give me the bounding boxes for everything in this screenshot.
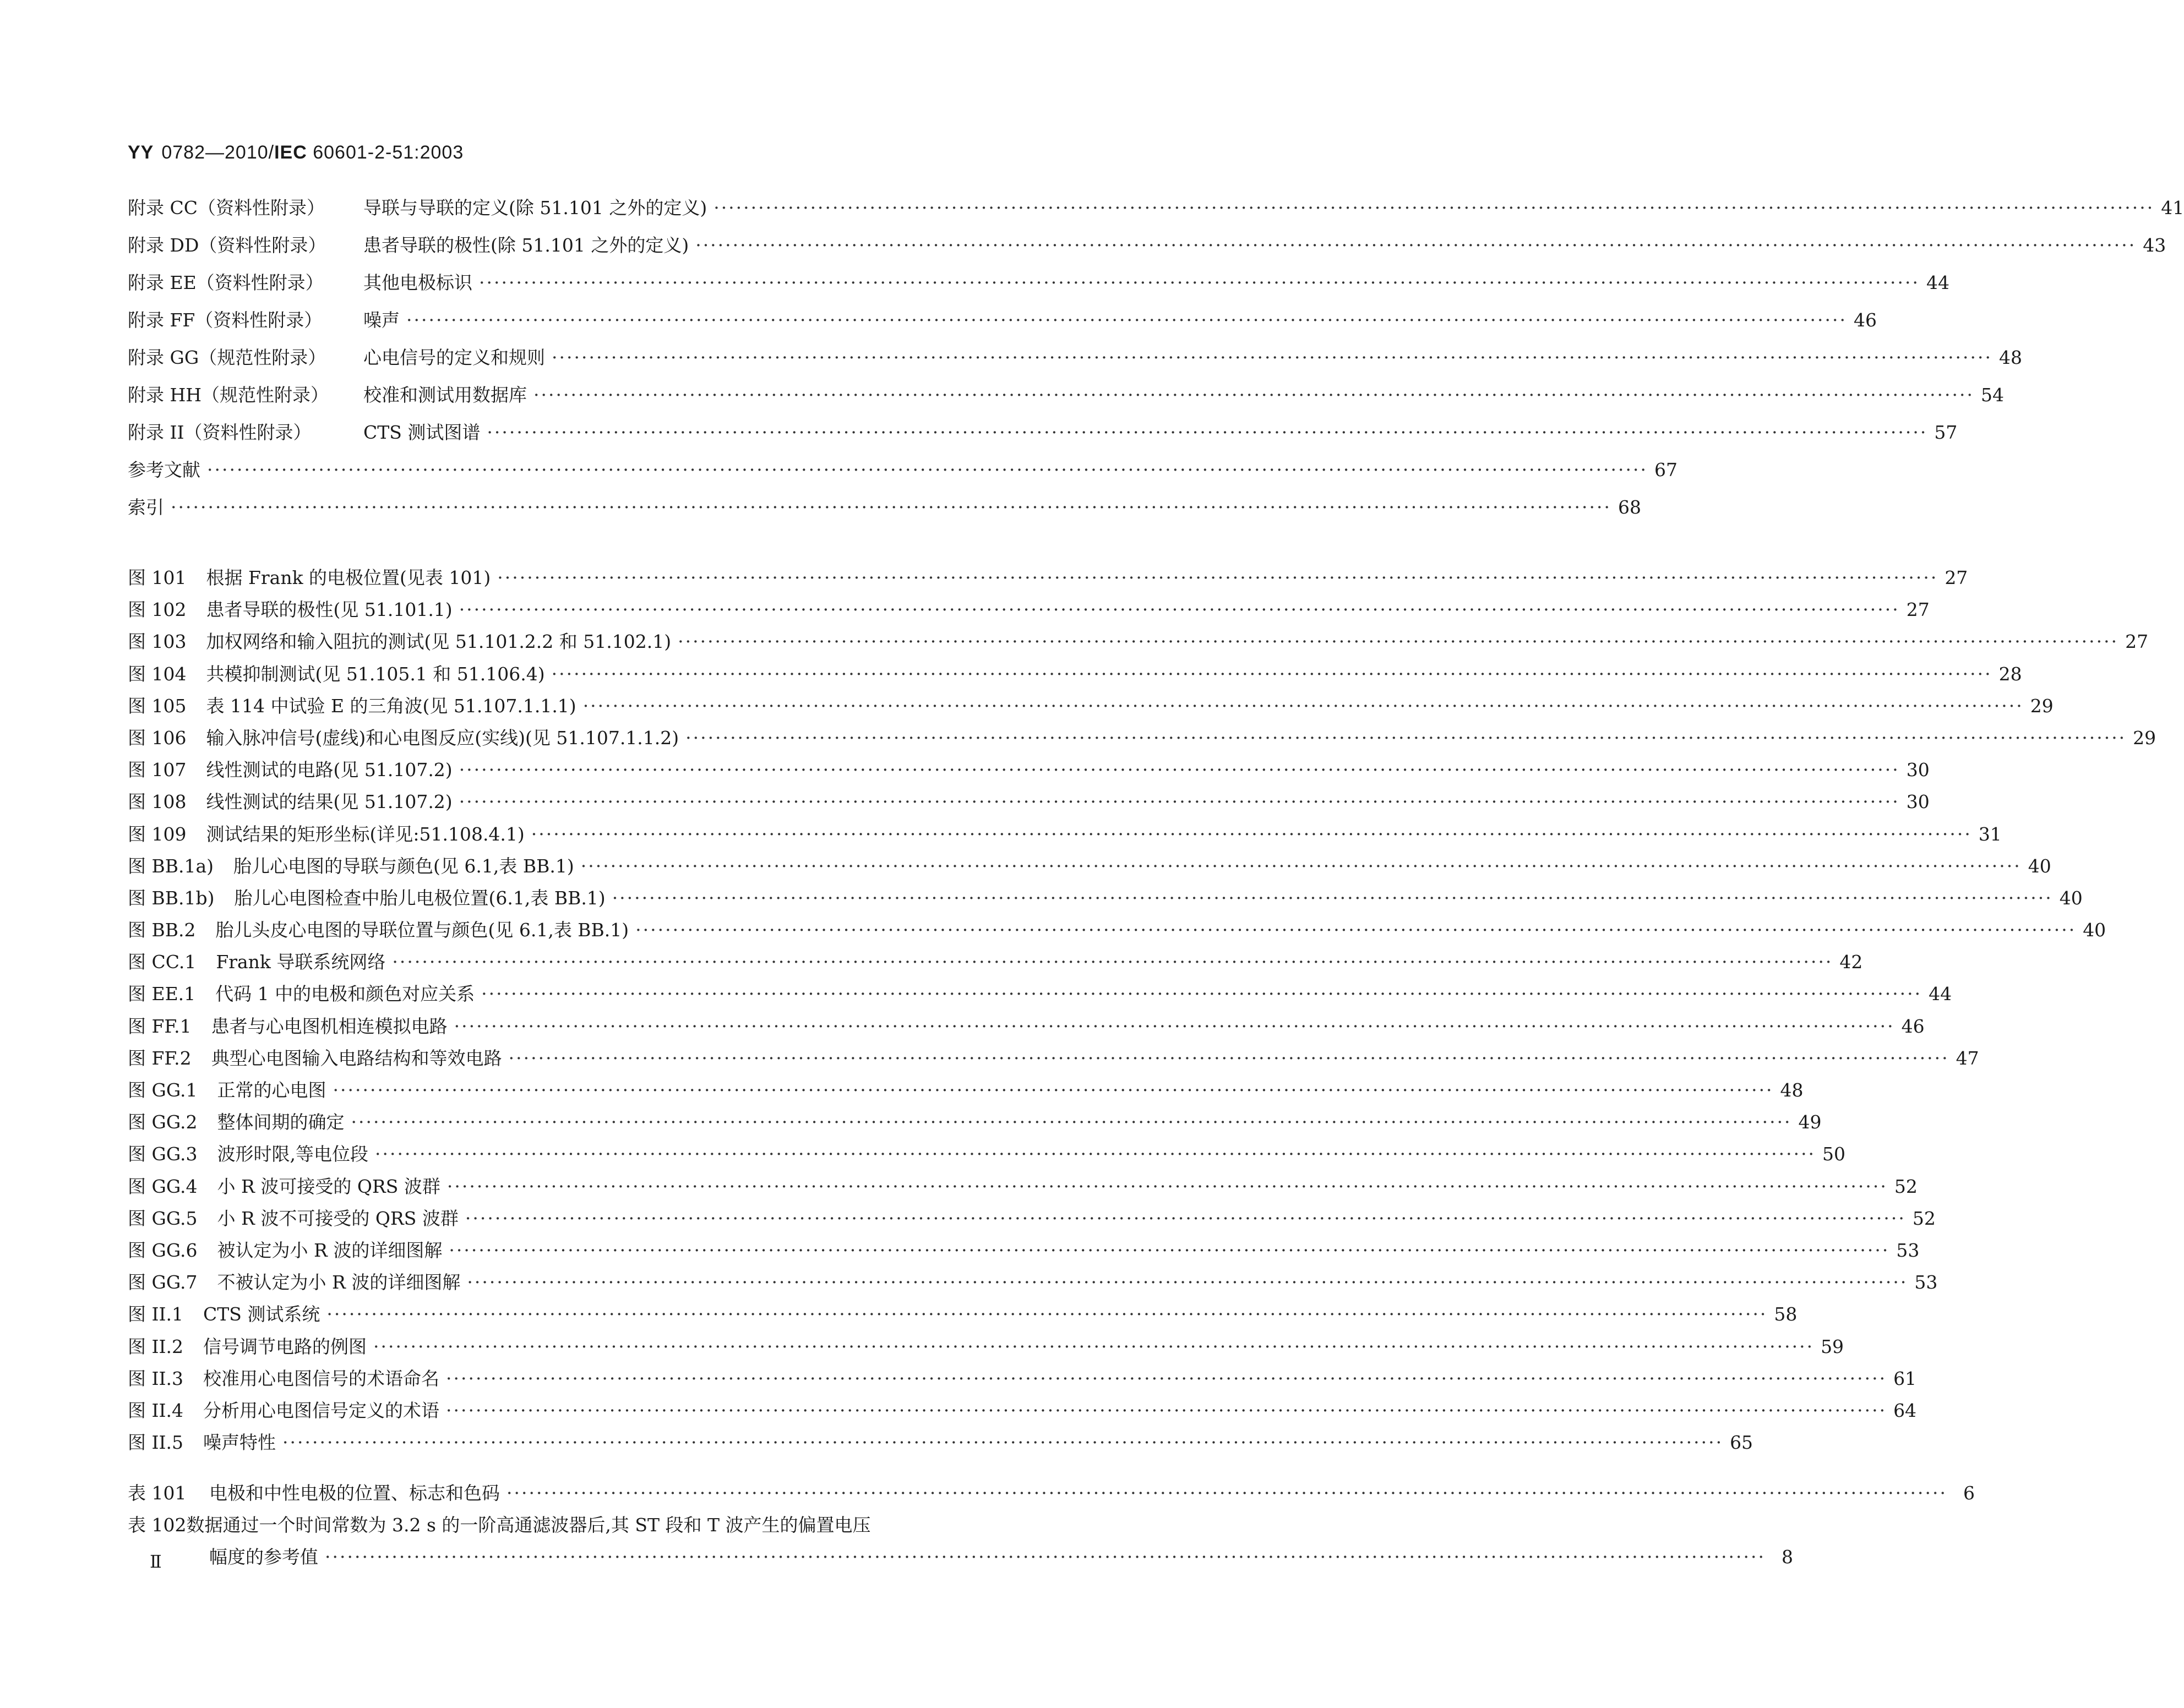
- toc-leader-dots: [497, 567, 1938, 589]
- toc-figure-text: 胎儿心电图检查中胎儿电极位置(6.1,表 BB.1): [234, 887, 606, 909]
- toc-figure-page: 27: [1906, 599, 1930, 621]
- toc-annex-entry[interactable]: [128, 347, 2023, 369]
- toc-figure-text: 噪声特性: [203, 1432, 276, 1454]
- toc-figure-entry[interactable]: [128, 1175, 1918, 1198]
- toc-leader-dots: [406, 309, 1847, 331]
- toc-annex-entry[interactable]: [128, 197, 2184, 219]
- toc-figure-label: 图 GG.2: [128, 1111, 198, 1133]
- header-std: 0782—2010/: [161, 142, 275, 163]
- toc-figure-page: 29: [2133, 727, 2156, 749]
- toc-figure-text: 表 114 中试验 E 的三角波(见 51.107.1.1.1): [206, 695, 576, 717]
- toc-figure-text: 代码 1 中的电极和颜色对应关系: [215, 983, 475, 1005]
- toc-figure-title: [128, 791, 453, 813]
- toc-figure-page: 31: [1978, 823, 2002, 845]
- toc-figure-entry[interactable]: [128, 1015, 1925, 1038]
- toc-figure-text: 不被认定为小 R 波的详细图解: [217, 1272, 461, 1294]
- toc-leader-dots: [583, 695, 2024, 717]
- toc-figure-label: 图 BB.2: [128, 919, 196, 941]
- toc-figure-text: 整体间期的确定: [217, 1111, 345, 1133]
- toc-figure-page: 40: [2028, 855, 2051, 877]
- toc-figure-text: 共模抑制测试(见 51.105.1 和 51.106.4): [206, 663, 545, 685]
- toc-leader-dots: [446, 1400, 1887, 1422]
- toc-figure-text: 线性测试的电路(见 51.107.2): [206, 759, 453, 781]
- toc-figure-list: [128, 567, 2156, 1464]
- toc-figure-text: 正常的心电图: [217, 1079, 326, 1101]
- toc-figure-entry[interactable]: [128, 855, 2051, 877]
- toc-annex-title: [128, 234, 689, 257]
- toc-annex-page: 41: [2161, 197, 2184, 219]
- toc-figure-text: Frank 导联系统网络: [216, 951, 386, 973]
- toc-table-text: 电极和中性电极的位置、标志和色码: [209, 1482, 500, 1504]
- toc-figure-entry[interactable]: [128, 823, 2002, 845]
- toc-figure-text: 胎儿头皮心电图的导联位置与颜色(见 6.1,表 BB.1): [215, 919, 629, 941]
- toc-figure-label: 图 II.3: [128, 1367, 184, 1389]
- toc-figure-title: [128, 1016, 448, 1038]
- toc-figure-label: 图 GG.4: [128, 1175, 198, 1197]
- toc-figure-entry[interactable]: [128, 759, 1930, 781]
- toc-figure-entry[interactable]: [128, 1239, 1920, 1262]
- toc-annex-page: 68: [1618, 496, 1642, 518]
- toc-leader-dots: [506, 1482, 1947, 1504]
- toc-leader-dots: [454, 1016, 1895, 1038]
- header-yy: YY: [128, 142, 154, 163]
- toc-annex-entry[interactable]: [128, 234, 2166, 257]
- toc-figure-entry[interactable]: [128, 1143, 1846, 1165]
- toc-leader-dots: [447, 1176, 1888, 1198]
- toc-leader-dots: [581, 855, 2022, 877]
- toc-figure-entry[interactable]: [128, 1335, 1844, 1358]
- toc-table-entry[interactable]: [128, 1482, 1975, 1504]
- toc-figure-title: [128, 727, 679, 749]
- toc-figure-title: [128, 1272, 460, 1294]
- toc-leader-dots: [612, 887, 2053, 909]
- toc-figure-title: [128, 631, 671, 653]
- toc-table-102-label: 表 102: [128, 1514, 187, 1536]
- toc-annex-page: 43: [2143, 234, 2166, 256]
- toc-figure-title: [128, 1047, 502, 1069]
- toc-figure-text: 校准用心电图信号的术语命名: [203, 1367, 440, 1389]
- toc-leader-dots: [467, 1272, 1908, 1294]
- toc-annex-text: CTS 测试图谱: [363, 422, 481, 443]
- toc-figure-entry[interactable]: [128, 727, 2156, 749]
- toc-figure-page: 48: [1780, 1079, 1804, 1101]
- toc-leader-dots: [326, 1303, 1767, 1325]
- toc-leader-dots: [171, 496, 1611, 519]
- toc-figure-entry[interactable]: [128, 791, 1930, 813]
- toc-table-list: [128, 1482, 1975, 1504]
- toc-figure-title: [128, 887, 606, 909]
- toc-annex-text: 患者导联的极性(除 51.101 之外的定义): [363, 234, 689, 256]
- toc-annex-page: 54: [1981, 384, 2005, 406]
- toc-figure-label: 图 BB.1a): [128, 855, 214, 877]
- toc-figure-entry[interactable]: [128, 887, 2083, 909]
- toc-figure-title: [128, 695, 576, 717]
- toc-figure-page: 40: [2059, 887, 2083, 909]
- toc-figure-title: [128, 1336, 367, 1358]
- toc-annex-entry[interactable]: [128, 272, 1950, 294]
- toc-figure-title: [128, 823, 525, 845]
- toc-annex-text: 心电信号的定义和规则: [363, 347, 545, 368]
- toc-annex-label: 附录 DD（资料性附录）: [128, 234, 326, 256]
- toc-figure-text: 胎儿心电图的导联与颜色(见 6.1,表 BB.1): [233, 855, 574, 877]
- toc-leader-dots: [685, 727, 2126, 749]
- toc-table-title: [128, 1482, 500, 1504]
- toc-leader-dots: [465, 1208, 1906, 1230]
- toc-figure-entry[interactable]: [128, 983, 1952, 1005]
- toc-leader-dots: [392, 951, 1833, 973]
- toc-annex-entry[interactable]: [128, 496, 1642, 519]
- toc-figure-page: 52: [1894, 1175, 1918, 1197]
- toc-figure-page: 59: [1821, 1335, 1844, 1357]
- toc-annex-entry[interactable]: [128, 309, 1877, 331]
- toc-figure-entry[interactable]: [128, 631, 2149, 653]
- toc-table-102-line2[interactable]: [128, 1546, 1794, 1568]
- toc-annex-label: 附录 II（资料性附录）: [128, 422, 312, 443]
- toc-annex-text: 其他电极标识: [363, 272, 472, 293]
- toc-leader-dots: [459, 599, 1900, 621]
- toc-annex-page: 67: [1654, 459, 1678, 481]
- toc-figure-entry[interactable]: [128, 663, 2022, 685]
- toc-figure-entry[interactable]: [128, 599, 1930, 621]
- toc-figure-page: 27: [1945, 567, 1968, 588]
- toc-figure-label: 图 GG.1: [128, 1079, 198, 1101]
- toc-leader-dots: [207, 459, 1648, 481]
- toc-figure-page: 50: [1822, 1143, 1846, 1165]
- toc-figure-entry[interactable]: [128, 1047, 1979, 1069]
- toc-figure-title: [128, 567, 491, 589]
- toc-figure-entry[interactable]: [128, 1399, 1917, 1422]
- toc-figure-title: [128, 1240, 442, 1262]
- toc-figure-title: [128, 983, 475, 1005]
- toc-figure-page: 42: [1839, 951, 1863, 973]
- toc-figure-page: 44: [1929, 983, 1952, 1005]
- toc-table-page: 6: [1963, 1482, 1975, 1504]
- page-number: Ⅱ: [150, 1551, 162, 1572]
- toc-figure-label: 图 GG.7: [128, 1272, 198, 1294]
- toc-leader-dots: [487, 422, 1927, 444]
- toc-annex-label: 附录 HH（规范性附录）: [128, 384, 329, 406]
- toc-figure-entry[interactable]: [128, 1367, 1917, 1390]
- toc-figure-label: 图 II.5: [128, 1432, 184, 1454]
- toc-figure-text: 患者与心电图机相连模拟电路: [211, 1015, 448, 1037]
- toc-figure-page: 40: [2083, 919, 2106, 941]
- header-iec: IEC: [274, 142, 307, 163]
- toc-annex-title: [128, 347, 545, 369]
- toc-figure-label: 图 FF.1: [128, 1015, 192, 1037]
- toc-figure-page: 52: [1912, 1207, 1936, 1229]
- toc-figure-title: [128, 759, 453, 781]
- toc-figure-entry[interactable]: [128, 1111, 1822, 1133]
- toc-table-102-page: 8: [1782, 1546, 1794, 1568]
- toc-figure-title: [128, 1303, 320, 1325]
- toc-figure-entry[interactable]: [128, 919, 2106, 941]
- toc-figure-text: 典型心电图输入电路结构和等效电路: [211, 1047, 502, 1069]
- toc-annex-title: [128, 309, 400, 331]
- toc-annex-title: [128, 496, 164, 519]
- toc-leader-dots: [446, 1368, 1887, 1390]
- toc-figure-text: 测试结果的矩形坐标(详见:51.108.4.1): [206, 823, 525, 845]
- toc-leader-dots: [678, 631, 2118, 653]
- header-iec-num: 60601-2-51:2003: [313, 142, 464, 163]
- toc-figure-title: [128, 1176, 440, 1198]
- toc-figure-title: [128, 951, 385, 973]
- toc-annex-title: [128, 272, 472, 294]
- toc-figure-page: 58: [1774, 1303, 1798, 1325]
- toc-annex-title: [128, 422, 480, 444]
- toc-figure-text: CTS 测试系统: [203, 1303, 320, 1325]
- toc-figure-label: 图 CC.1: [128, 951, 197, 973]
- toc-leader-dots: [714, 197, 2154, 219]
- toc-figure-label: 图 104: [128, 663, 187, 685]
- toc-figure-label: 图 GG.6: [128, 1239, 198, 1261]
- toc-leader-dots: [635, 919, 2076, 941]
- toc-leader-dots: [695, 234, 2136, 257]
- toc-figure-title: [128, 1368, 439, 1390]
- toc-figure-text: 分析用心电图信号定义的术语: [203, 1399, 440, 1421]
- toc-figure-label: 图 GG.5: [128, 1207, 198, 1229]
- toc-leader-dots: [509, 1047, 1949, 1069]
- toc-figure-entry[interactable]: [128, 1207, 1936, 1230]
- toc-figure-label: 图 FF.2: [128, 1047, 192, 1069]
- toc-table-102: [128, 1514, 1794, 1568]
- toc-figure-text: 根据 Frank 的电极位置(见表 101): [206, 567, 491, 588]
- toc-leader-dots: [533, 384, 1974, 406]
- toc-figure-title: [128, 1143, 368, 1165]
- toc-annex-page: 44: [1926, 272, 1950, 293]
- toc-figure-title: [128, 1400, 439, 1422]
- toc-figure-page: 64: [1893, 1399, 1917, 1421]
- toc-figure-text: 波形时限,等电位段: [217, 1143, 369, 1165]
- toc-annex-entry[interactable]: [128, 384, 2005, 406]
- toc-annex-label: 索引: [128, 496, 164, 518]
- toc-figure-entry[interactable]: [128, 1432, 1753, 1454]
- toc-figure-label: 图 GG.3: [128, 1143, 198, 1165]
- toc-figure-page: 65: [1730, 1432, 1753, 1454]
- toc-annex-title: [128, 459, 200, 481]
- toc-figure-entry[interactable]: [128, 695, 2054, 717]
- toc-leader-dots: [282, 1432, 1723, 1454]
- toc-figure-title: [128, 663, 545, 685]
- toc-figure-page: 30: [1906, 759, 1930, 781]
- toc-figure-entry[interactable]: [128, 567, 1968, 589]
- toc-figure-text: 线性测试的结果(见 51.107.2): [206, 791, 453, 813]
- toc-leader-dots: [479, 272, 1920, 294]
- toc-figure-page: 30: [1906, 791, 1930, 813]
- toc-figure-title: [128, 599, 453, 621]
- toc-figure-entry[interactable]: [128, 951, 1863, 973]
- toc-leader-dots: [373, 1336, 1814, 1358]
- toc-figure-text: 患者导联的极性(见 51.101.1): [206, 599, 453, 621]
- toc-figure-page: 46: [1901, 1015, 1925, 1037]
- toc-figure-page: 49: [1798, 1111, 1822, 1133]
- toc-leader-dots: [459, 791, 1900, 813]
- toc-figure-label: 图 106: [128, 727, 187, 749]
- toc-annex-list: [128, 197, 2184, 534]
- document-header: [128, 142, 464, 163]
- toc-leader-dots: [481, 983, 1922, 1005]
- toc-annex-label: 参考文献: [128, 459, 200, 481]
- toc-figure-title: [128, 1079, 326, 1101]
- toc-leader-dots: [552, 663, 1992, 685]
- toc-figure-label: 图 102: [128, 599, 187, 621]
- toc-leader-dots: [351, 1111, 1792, 1133]
- toc-annex-text: 噪声: [363, 309, 400, 331]
- toc-annex-label: 附录 CC（资料性附录）: [128, 197, 325, 219]
- toc-figure-page: 28: [1998, 663, 2022, 685]
- toc-figure-label: 图 109: [128, 823, 187, 845]
- toc-figure-label: 图 II.4: [128, 1399, 184, 1421]
- toc-annex-page: 57: [1934, 422, 1958, 443]
- toc-table-102-line1[interactable]: [128, 1514, 1074, 1536]
- toc-annex-page: 48: [1999, 347, 2023, 368]
- toc-figure-label: 图 108: [128, 791, 187, 813]
- toc-leader-dots: [333, 1079, 1774, 1101]
- toc-annex-text: 导联与导联的定义(除 51.101 之外的定义): [363, 197, 707, 219]
- toc-leader-dots: [325, 1546, 1766, 1568]
- toc-figure-page: 27: [2125, 631, 2149, 653]
- toc-figure-text: 小 R 波不可接受的 QRS 波群: [217, 1207, 459, 1229]
- toc-figure-entry[interactable]: [128, 1272, 1938, 1294]
- toc-figure-text: 加权网络和输入阻抗的测试(见 51.101.2.2 和 51.102.1): [206, 631, 672, 653]
- toc-figure-label: 图 103: [128, 631, 187, 653]
- toc-table-102-text2: 幅度的参考值: [209, 1546, 318, 1568]
- toc-figure-entry[interactable]: [128, 1079, 1804, 1101]
- toc-annex-title: [128, 384, 527, 406]
- toc-leader-dots: [552, 347, 1992, 369]
- toc-figure-page: 53: [1896, 1239, 1920, 1261]
- toc-figure-title: [128, 1208, 459, 1230]
- toc-leader-dots: [449, 1240, 1889, 1262]
- toc-annex-text: 校准和测试用数据库: [363, 384, 527, 406]
- toc-annex-label: 附录 EE（资料性附录）: [128, 272, 324, 293]
- toc-figure-label: 图 II.2: [128, 1335, 184, 1357]
- toc-figure-title: [128, 1111, 345, 1133]
- toc-figure-label: 图 BB.1b): [128, 887, 215, 909]
- toc-figure-text: 信号调节电路的例图: [203, 1335, 367, 1357]
- toc-figure-title: [128, 1432, 276, 1454]
- toc-figure-page: 47: [1956, 1047, 1979, 1069]
- toc-figure-page: 53: [1914, 1272, 1938, 1294]
- toc-annex-entry[interactable]: [128, 422, 1958, 444]
- toc-figure-label: 图 107: [128, 759, 187, 781]
- toc-leader-dots: [531, 823, 1972, 845]
- toc-figure-label: 图 101: [128, 567, 187, 588]
- toc-annex-page: 46: [1854, 309, 1877, 331]
- toc-figure-label: 图 105: [128, 695, 187, 717]
- toc-leader-dots: [375, 1143, 1816, 1165]
- toc-figure-title: [128, 855, 574, 877]
- toc-annex-label: 附录 FF（资料性附录）: [128, 309, 323, 331]
- toc-figure-text: 输入脉冲信号(虚线)和心电图反应(实线)(见 51.107.1.1.2): [206, 727, 679, 749]
- toc-figure-page: 29: [2030, 695, 2054, 717]
- toc-annex-title: [128, 197, 707, 219]
- toc-annex-label: 附录 GG（规范性附录）: [128, 347, 326, 368]
- toc-table-102-text1: 数据通过一个时间常数为 3.2 s 的一阶高通滤波器后,其 ST 段和 T 波产生的偏置电压: [186, 1514, 871, 1536]
- toc-leader-dots: [459, 759, 1900, 781]
- toc-figure-title: [128, 919, 629, 941]
- toc-figure-text: 被认定为小 R 波的详细图解: [217, 1239, 443, 1261]
- toc-figure-label: 图 II.1: [128, 1303, 184, 1325]
- toc-annex-entry[interactable]: [128, 459, 1678, 481]
- toc-figure-page: 61: [1893, 1367, 1917, 1389]
- toc-figure-entry[interactable]: [128, 1303, 1798, 1325]
- toc-table-label: 表 101: [128, 1482, 187, 1504]
- toc-figure-label: 图 EE.1: [128, 983, 196, 1005]
- toc-figure-text: 小 R 波可接受的 QRS 波群: [217, 1175, 440, 1197]
